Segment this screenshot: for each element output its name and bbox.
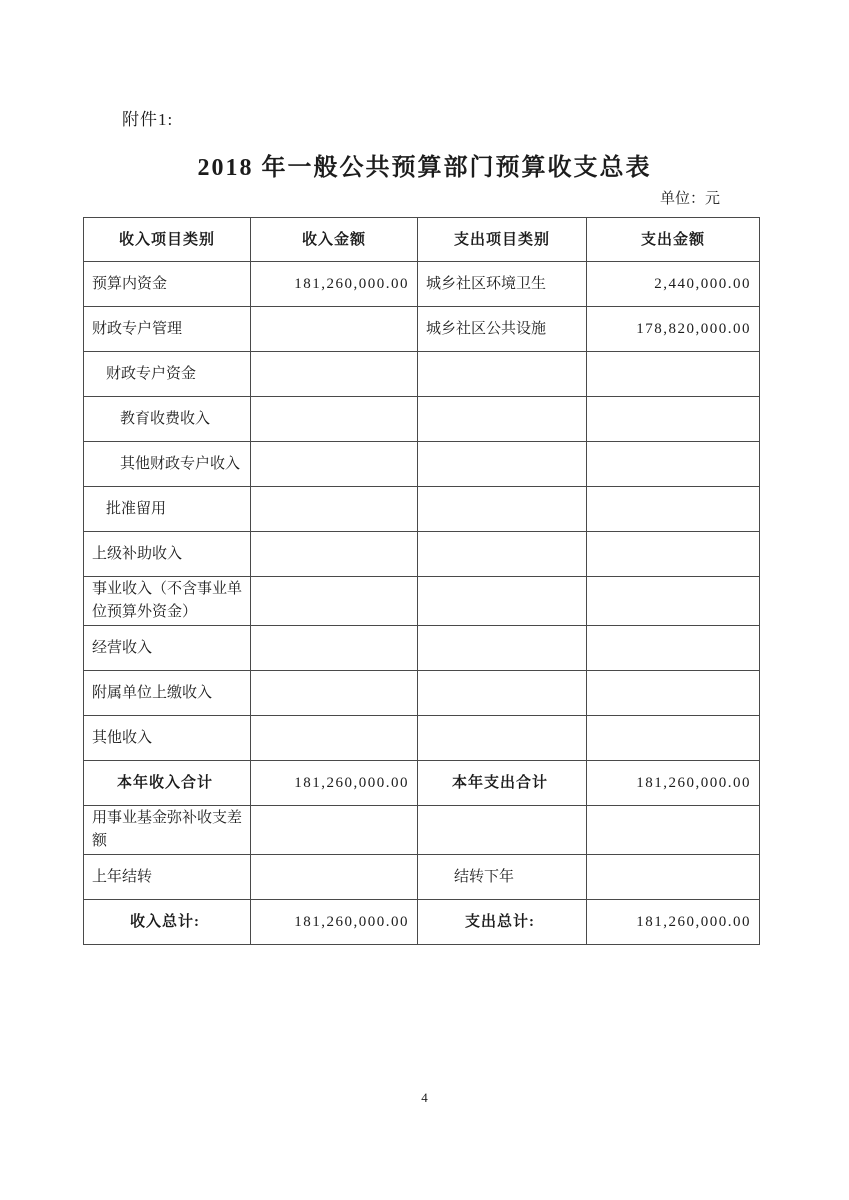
income-amount-cell: 181,260,000.00	[251, 900, 418, 945]
expense-item-cell: 支出总计:	[418, 900, 587, 945]
budget-table-body	[84, 262, 760, 945]
expense-amount-cell	[587, 397, 760, 442]
income-item-cell: 批准留用	[84, 487, 251, 532]
table-row	[84, 397, 760, 442]
table-row	[84, 855, 760, 900]
income-item-cell: 财政专户管理	[84, 307, 251, 352]
table-row	[84, 716, 760, 761]
expense-amount-cell	[587, 671, 760, 716]
expense-amount-cell	[587, 806, 760, 855]
income-amount-cell	[251, 532, 418, 577]
expense-amount-cell	[587, 442, 760, 487]
income-item-cell: 收入总计:	[84, 900, 251, 945]
column-header-expense-category: 支出项目类别	[418, 218, 587, 262]
attachment-label: 附件1:	[122, 110, 174, 129]
column-header-income-category: 收入项目类别	[84, 218, 251, 262]
income-amount-cell	[251, 577, 418, 626]
income-amount-cell: 181,260,000.00	[251, 262, 418, 307]
expense-amount-cell	[587, 716, 760, 761]
income-item-cell: 其他收入	[84, 716, 251, 761]
table-row	[84, 487, 760, 532]
expense-item-cell	[418, 487, 587, 532]
expense-item-cell	[418, 442, 587, 487]
expense-item-cell	[418, 352, 587, 397]
income-amount-cell	[251, 671, 418, 716]
expense-item-cell: 结转下年	[418, 855, 587, 900]
expense-item-cell	[418, 671, 587, 716]
income-item-cell: 预算内资金	[84, 262, 251, 307]
expense-amount-cell	[587, 532, 760, 577]
expense-item-cell: 城乡社区公共设施	[418, 307, 587, 352]
column-header-income-amount: 收入金额	[251, 218, 418, 262]
expense-amount-cell	[587, 352, 760, 397]
table-row	[84, 626, 760, 671]
income-amount-cell: 181,260,000.00	[251, 761, 418, 806]
table-row	[84, 262, 760, 307]
table-row	[84, 307, 760, 352]
income-item-cell: 事业收入（不含事业单位预算外资金）	[84, 577, 251, 626]
income-amount-cell	[251, 352, 418, 397]
expense-item-cell	[418, 397, 587, 442]
expense-amount-cell: 181,260,000.00	[587, 900, 760, 945]
table-row	[84, 532, 760, 577]
expense-amount-cell	[587, 626, 760, 671]
income-amount-cell	[251, 307, 418, 352]
income-item-cell: 本年收入合计	[84, 761, 251, 806]
page-title: 2018 年一般公共预算部门预算收支总表	[197, 155, 652, 181]
expense-item-cell	[418, 716, 587, 761]
table-header-row	[84, 218, 760, 262]
income-item-cell: 财政专户资金	[84, 352, 251, 397]
expense-amount-cell	[587, 577, 760, 626]
income-amount-cell	[251, 487, 418, 532]
expense-item-cell: 城乡社区环境卫生	[418, 262, 587, 307]
income-item-cell: 附属单位上缴收入	[84, 671, 251, 716]
expense-amount-cell	[587, 487, 760, 532]
table-row	[84, 806, 760, 855]
table-row	[84, 761, 760, 806]
income-item-cell: 用事业基金弥补收支差额	[84, 806, 251, 855]
table-row	[84, 900, 760, 945]
expense-amount-cell	[587, 855, 760, 900]
expense-amount-cell: 2,440,000.00	[587, 262, 760, 307]
expense-item-cell	[418, 532, 587, 577]
unit-note: 单位：元	[659, 191, 720, 207]
expense-item-cell	[418, 577, 587, 626]
income-amount-cell	[251, 626, 418, 671]
income-item-cell: 上年结转	[84, 855, 251, 900]
income-amount-cell	[251, 397, 418, 442]
income-item-cell: 其他财政专户收入	[84, 442, 251, 487]
column-header-expense-amount: 支出金额	[587, 218, 760, 262]
expense-item-cell	[418, 806, 587, 855]
budget-summary-table	[83, 217, 760, 945]
income-amount-cell	[251, 442, 418, 487]
income-amount-cell	[251, 716, 418, 761]
table-row	[84, 577, 760, 626]
income-item-cell: 上级补助收入	[84, 532, 251, 577]
expense-item-cell: 本年支出合计	[418, 761, 587, 806]
expense-amount-cell: 178,820,000.00	[587, 307, 760, 352]
table-row	[84, 671, 760, 716]
expense-item-cell	[418, 626, 587, 671]
table-row	[84, 442, 760, 487]
income-amount-cell	[251, 806, 418, 855]
income-item-cell: 教育收费收入	[84, 397, 251, 442]
income-amount-cell	[251, 855, 418, 900]
income-item-cell: 经营收入	[84, 626, 251, 671]
table-row	[84, 352, 760, 397]
page-number: 4	[421, 1090, 428, 1105]
expense-amount-cell: 181,260,000.00	[587, 761, 760, 806]
